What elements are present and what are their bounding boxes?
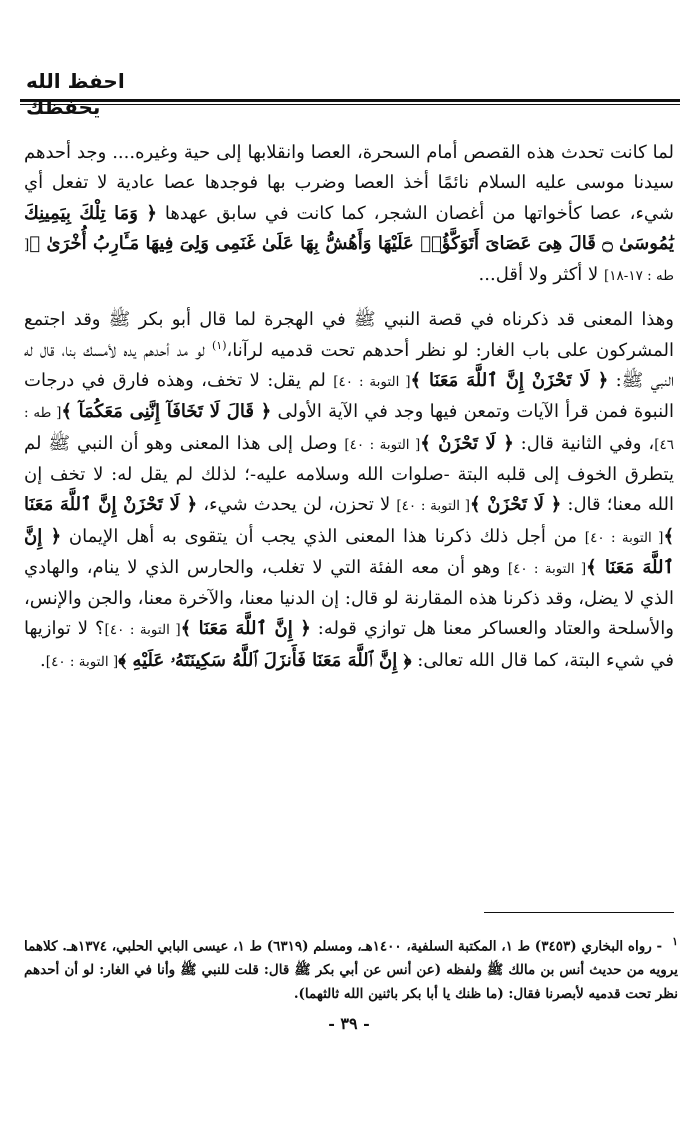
footnote	[24, 930, 678, 1006]
quran-verse: ﴿ إِنَّ ٱللَّهَ مَعَنَا ﴾	[24, 525, 674, 578]
quran-verse: ﴿ قَالَ لَا تَخَافَآ إِنَّنِى مَعَكُمَآ ﴾	[61, 401, 272, 423]
verse-reference: [ طه : ١٧-١٨]	[24, 236, 674, 285]
quran-verse: ﴿ إِنَّ ٱللَّهَ مَعَنَا فَأَنزَلَ ٱللَّهُ سَكِينَتَهُۥ عَلَيْهِ ﴾	[118, 649, 412, 671]
quran-verse: ﴿ لَا تَحْزَنْ إِنَّ ٱللَّهَ مَعَنَا ﴾	[24, 494, 674, 547]
text-segment: وهو أن معه الفئة التي لا تغلب، والحارس الذي لا ينام، والهادي الذي لا يضل، وقد ذكرنا هذه المقارنة لو قال: إن الدنيا معنا، والآخرة معنا، والجن والإنس، والأسلحة والعتاد والعساكر معنا هل توازي قوله:	[23, 556, 675, 640]
verse-reference: [ التوبة : ٤٠]	[104, 622, 181, 639]
text-segment: لما كانت تحدث هذه القصص أمام السحرة، العصا وانقلابها إلى حية وغيره.... وجد أحدهم سيدنا موسى عليه السلام نائمًا أخذ العصا وضرب بها فوجدها عصا عادية لا تفعل أي شيء، عصا كأخواتها من أغصان الشجر، كما كانت في سابق عهدها	[24, 142, 674, 224]
verse-reference: [ التوبة : ٤٠]	[507, 560, 587, 577]
verse-reference: [ التوبة : ٤٠]	[396, 498, 471, 515]
quran-verse: ﴿ لَا تَحْزَنْ إِنَّ ٱللَّهَ مَعَنَا ﴾	[410, 370, 609, 392]
verse-reference: [ طه : ٤٦]	[24, 405, 674, 453]
quran-verse: ﴿ لَا تَحْزَنْ ﴾	[420, 432, 514, 454]
page-number: - ٣٩ -	[328, 1014, 370, 1033]
quran-verse: ﴿ وَمَا تِلْكَ بِيَمِينِكَ يَٰمُوسَىٰ ۝ قَالَ هِىَ عَصَاىَ أَتَوَكَّؤُا۟ عَلَيْهَا وَأَهُشُّ بِهَا عَلَىٰ غَنَمِى وَلِىَ فِيهَا مَـَٔارِبُ أُخْرَىٰ ﴾	[24, 202, 674, 254]
footnote-separator	[484, 912, 674, 913]
quran-verse: ﴿ إِنَّ ٱللَّهَ مَعَنَا ﴾	[180, 618, 311, 640]
text-segment: لو مد أحدهم يده لأمسك بنا، قال له النبي ﷺ:	[24, 339, 674, 392]
verse-reference: [ التوبة : ٤٠]	[333, 374, 411, 391]
paragraph-1	[24, 138, 674, 291]
verse-reference: [ التوبة : ٤٠]	[584, 529, 664, 546]
verse-reference: [ التوبة : ٤٠]	[45, 653, 119, 670]
footnote-marker: (١)	[211, 338, 227, 352]
text-segment: لا أكثر ولا أقل...	[478, 264, 604, 286]
text-segment: ، وفي الثانية قال:	[513, 432, 655, 454]
text-segment: لا تحزن، لن يحدث شيء،	[197, 494, 397, 516]
header-rule-thick	[20, 99, 680, 102]
running-title: احفظ الله يحفظك	[26, 69, 125, 119]
text-segment: ؟ لا توازيها في شيء البتة، كما قال الله تعالى:	[24, 618, 674, 671]
text-segment: لم يقل: لا تخف، وهذه فارق في درجات النبوة فمن قرأ الآيات وتمعن فيها وجد في الآية الأولى	[24, 370, 674, 423]
text-segment: وصل إلى هذا المعنى وهو أن النبي ﷺ لم يتطرق الخوف إلى قلبه البتة -صلوات الله وسلامه عليه-؛ لذلك لم يقل له: لا تخف إن الله معنا؛ قال:	[24, 432, 674, 516]
footnote-text: - رواه البخاري (٣٤٥٣) ط ١، المكتبة السلفية، ١٤٠٠هـ، ومسلم (٦٣١٩) ط ١، عيسى البابي الحلبي، ١٣٧٤هـ. كلاهما يرويه من حديث أنس بن مالك ﷺ ولفظه (عن أنس عن أبي بكر ﷺ قال: قلت للنبي ﷺ وأنا في الغار: لو أن أحدهم نظر تحت قدميه لأبصرنا فقال: (ما ظنك يا أبا بكر باثنين الله ثالثهما).	[24, 938, 678, 1002]
quran-verse: ﴿ لَا تَحْزَنْ ﴾	[470, 494, 562, 516]
paragraph-2	[24, 305, 674, 677]
verse-reference: [ التوبة : ٤٠]	[344, 436, 421, 453]
text-segment: .	[40, 649, 46, 671]
main-text	[24, 138, 674, 677]
text-segment: من أجل ذلك ذكرنا هذا المعنى الذي يجب أن يتقوى به أهل الإيمان	[61, 525, 585, 547]
text-segment: وهذا المعنى قد ذكرناه في قصة النبي ﷺ في الهجرة لما قال أبو بكر ﷺ وقد اجتمع المشركون على باب الغار: لو نظر أحدهم تحت قدميه لرآنا،	[24, 309, 674, 361]
footnote-number: ١	[672, 935, 679, 948]
header-rule-thin	[20, 104, 680, 105]
